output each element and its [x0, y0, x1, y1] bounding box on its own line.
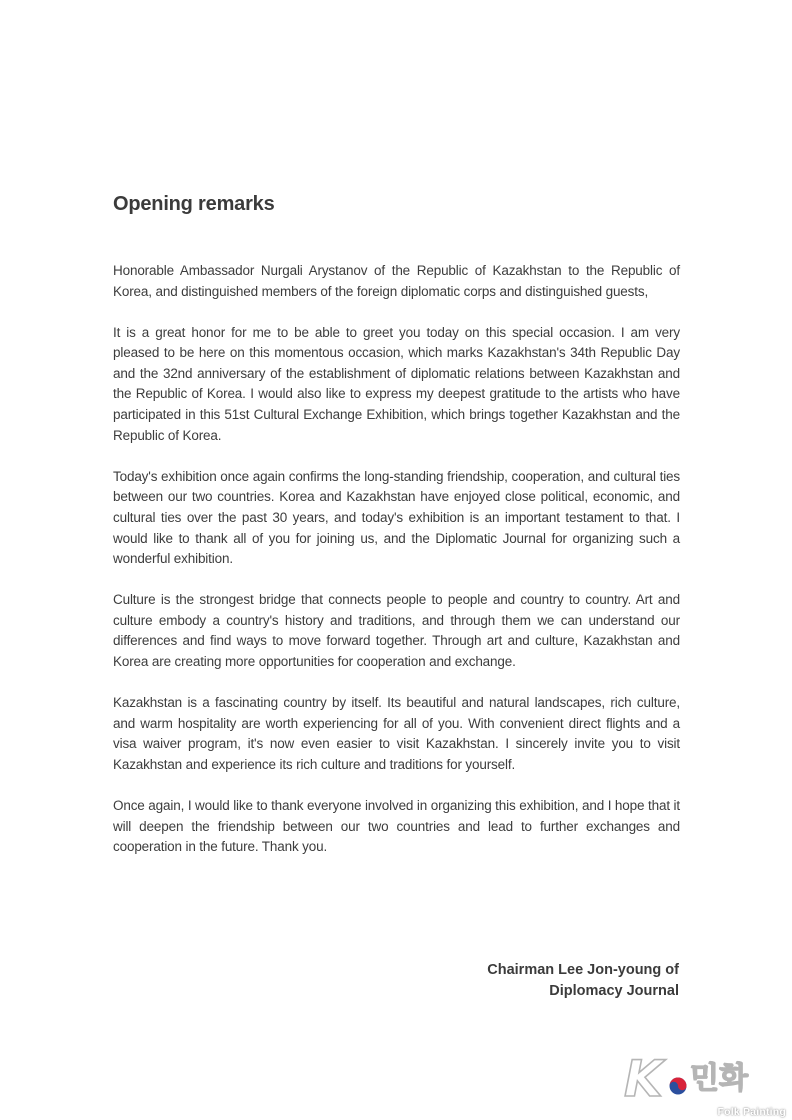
signature-line: Chairman Lee Jon-young of — [487, 962, 679, 978]
page-title: Opening remarks — [113, 193, 275, 215]
logo-graphic — [620, 1048, 770, 1108]
logo-letter: K — [624, 1050, 663, 1108]
signature-line: Diplomacy Journal — [549, 983, 679, 999]
paragraph: Honorable Ambassador Nurgali Arystanov of the Republic of Kazakhstan to the Republic of Korea, and distinguished members of the foreign diplomatic corps and distinguished guests, — [113, 263, 680, 299]
logo-caption: Folk Painting — [717, 1106, 786, 1118]
document-body — [113, 261, 680, 878]
taegeuk-icon — [670, 1078, 687, 1095]
paragraph: It is a great honor for me to be able to greet you today on this special occasion. I am very pleased to be here on this momentous occasion, which marks Kazakhstan's 34th Republic Day and the 32nd anniversary of the establishment of diplomatic relations between Kazakhstan and the Republic of Korea. I would also like to express my deepest gratitude to the artists who have participated in this 51st Cultural Exchange Exhibition, which brings together Kazakhstan and the Republic of Korea. — [113, 324, 680, 443]
paragraph: Culture is the strongest bridge that connects people to people and country to country. Art and culture embody a country's history and traditions, and through them we can understand our differences and find ways to move forward together. Through art and culture, Kazakhstan and Korea are creating more opportunities for cooperation and exchange. — [113, 592, 680, 669]
k-minhwa-logo — [620, 1048, 770, 1108]
logo-korean-text: 민화 — [690, 1061, 748, 1096]
signature-block — [487, 960, 679, 1002]
paragraph: Kazakhstan is a fascinating country by itself. Its beautiful and natural landscapes, rich culture, and warm hospitality are worth experiencing for all of you. With convenient direct flights and a visa waiver program, it's now even easier to visit Kazakhstan. I sincerely invite you to visit Kazakhstan and experience its rich culture and traditions for yourself. — [113, 695, 680, 772]
paragraph: Once again, I would like to thank everyone involved in organizing this exhibition, and I hope that it will deepen the friendship between our two countries and lead to further exchanges and cooperation in the future. Thank you. — [113, 797, 680, 855]
paragraph: Today's exhibition once again confirms the long-standing friendship, cooperation, and cultural ties between our two countries. Korea and Kazakhstan have enjoyed close political, economic, and cultural ties over the past 30 years, and today's exhibition is an important testament to that. I would like to thank all of you for joining us, and the Diplomatic Journal for organizing such a wonderful exhibition. — [113, 468, 680, 567]
